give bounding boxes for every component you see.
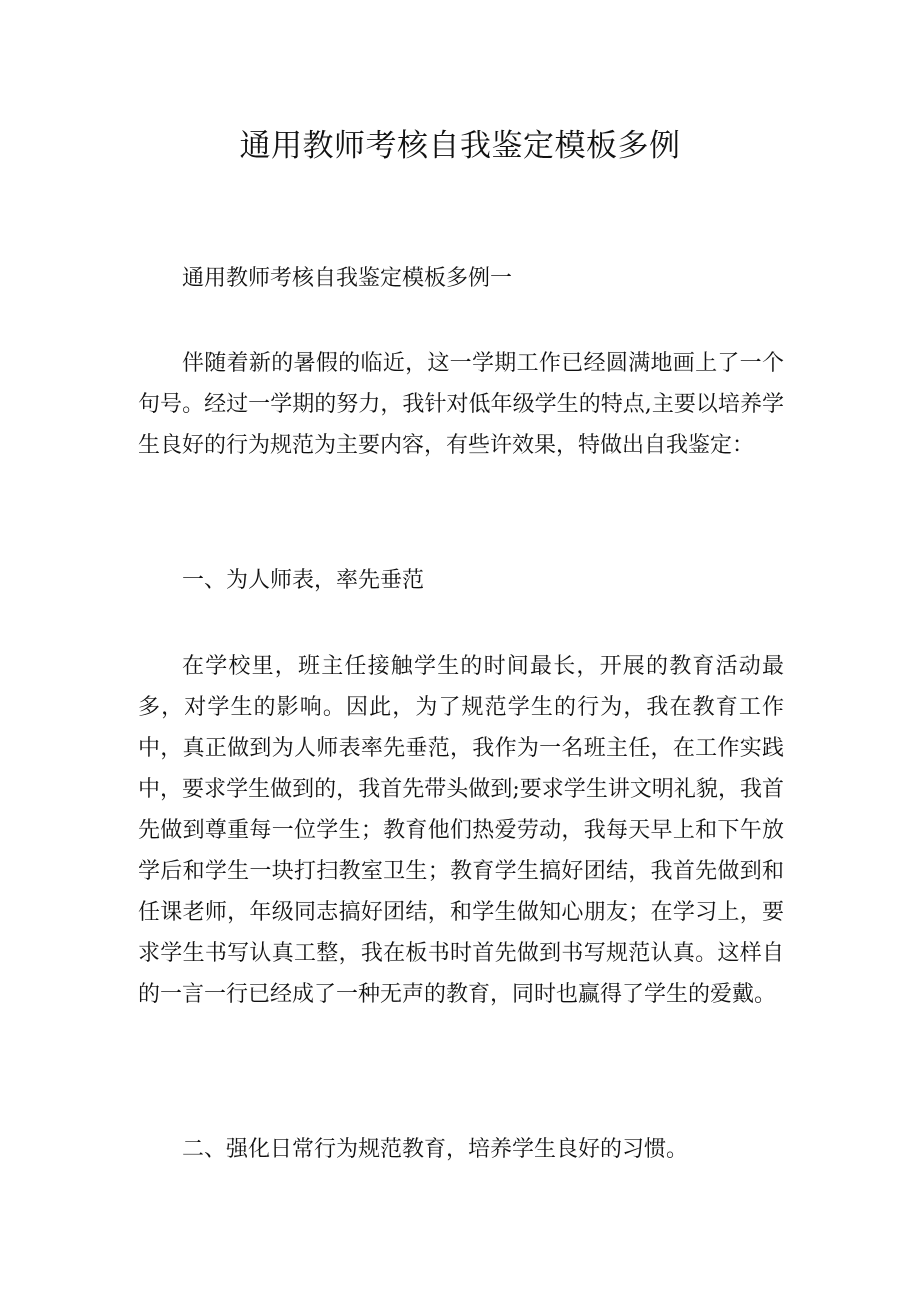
document-title: 通用教师考核自我鉴定模板多例 [239,128,681,164]
section-heading-1: 一、为人师表，率先垂范 [182,568,425,593]
paragraph-intro: 伴随着新的暑假的临近，这一学期工作已经圆满地画上了一个句号。经过一学期的努力，我针对低年级学生的特点,主要以培养学生良好的行为规范为主要内容，有些许效果，特做出自我鉴定： [138,351,784,458]
document-subtitle: 通用教师考核自我鉴定模板多例一 [182,266,513,291]
section-heading-2: 二、强化日常行为规范教育，培养学生良好的习惯。 [182,1137,689,1162]
paragraph-section-1: 在学校里，班主任接触学生的时间最长，开展的教育活动最多，对学生的影响。因此，为了规范学生的行为，我在教育工作中，真正做到为人师表率先垂范，我作为一名班主任，在工作实践中，要求学生做到的，我首先带头做到;要求学生讲文明礼貌，我首先做到尊重每一位学生；教育他们热爱劳动，我每天早上和下午放学后和学生一块打扫教室卫生；教育学生搞好团结，我首先做到和任课老师，年级同志搞好团结，和学生做知心朋友；在学习上，要求学生书写认真工整，我在板书时首先做到书写规范认真。这样自的一言一行已经成了一种无声的教育，同时也赢得了学生的爱戴。 [138,654,784,1007]
